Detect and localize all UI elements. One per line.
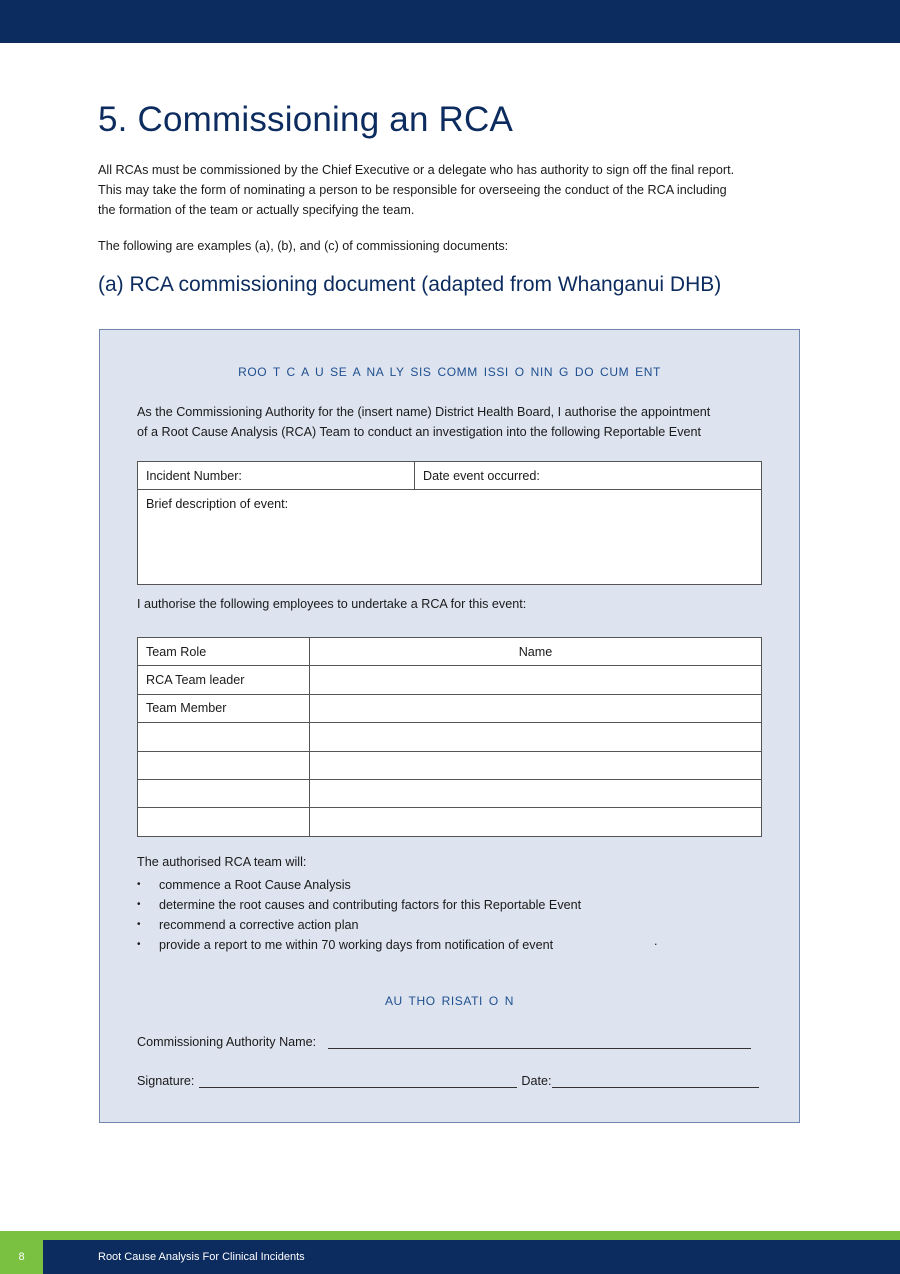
commissioning-name-line[interactable] [328, 1032, 751, 1049]
team-table [137, 637, 762, 837]
employees-text: I authorise the following employees to undertake a RCA for this event: [137, 597, 527, 611]
name-cell[interactable] [310, 808, 762, 836]
table-row [138, 694, 762, 722]
team-role-cell[interactable]: Team Member [138, 694, 310, 722]
table-row [138, 666, 762, 694]
footer-accent-bar [0, 1231, 900, 1240]
name-cell[interactable] [310, 779, 762, 807]
intro-paragraph [98, 160, 788, 220]
footer-bar [0, 1240, 900, 1274]
table-row [138, 751, 762, 779]
header-bar [0, 0, 900, 43]
name-cell[interactable] [310, 723, 762, 751]
footer-text: Root Cause Analysis For Clinical Incidents [98, 1251, 305, 1263]
team-role-cell[interactable] [138, 723, 310, 751]
list-item: • commence a Root Cause Analysis [137, 875, 581, 895]
authorisation-heading: AU THO RISATI O N [384, 994, 515, 1008]
date-label: Date: [521, 1074, 552, 1088]
trailing-dot: . [654, 934, 658, 948]
authority-line: of a Root Cause Analysis (RCA) Team to conduct an investigation into the following Reportable Event [137, 425, 701, 439]
signature-row [137, 1071, 759, 1088]
team-role-cell[interactable] [138, 779, 310, 807]
list-item: • determine the root causes and contributing factors for this Reportable Event [137, 895, 581, 915]
authority-statement [137, 402, 767, 442]
date-occurred-label: Date event occurred: [423, 468, 540, 483]
table-row [138, 808, 762, 836]
commissioning-name-label: Commissioning Authority Name: [137, 1035, 317, 1049]
incident-table [137, 461, 762, 585]
table-header-row [138, 638, 762, 666]
description-field[interactable] [138, 490, 762, 585]
table-row [138, 779, 762, 807]
section-title: (a) RCA commissioning document (adapted from Whanganui DHB) [98, 273, 722, 296]
responsibilities-list [137, 875, 581, 955]
page-number: 8 [0, 1240, 43, 1274]
incident-number-label: Incident Number: [146, 468, 242, 483]
form-heading: ROO T C A U SE A NA LY SIS COMM ISSI O NIN G DO CUM ENT [238, 365, 661, 379]
table-row [138, 723, 762, 751]
list-item: • provide a report to me within 70 working days from notification of event [137, 935, 581, 955]
name-cell[interactable] [310, 694, 762, 722]
name-cell[interactable] [310, 666, 762, 694]
examples-text: The following are examples (a), (b), and (c) of commissioning documents: [98, 239, 509, 253]
intro-line: This may take the form of nominating a person to be responsible for overseeing the conduct of the RCA including [98, 183, 727, 197]
name-cell[interactable] [310, 751, 762, 779]
list-item: • recommend a corrective action plan [137, 915, 581, 935]
incident-number-field[interactable] [138, 462, 415, 490]
name-header: Name [310, 638, 762, 666]
date-line[interactable] [552, 1071, 759, 1088]
date-occurred-field[interactable] [415, 462, 762, 490]
team-role-cell[interactable]: RCA Team leader [138, 666, 310, 694]
signature-label: Signature: [137, 1074, 195, 1088]
page-title: 5. Commissioning an RCA [98, 100, 514, 139]
intro-line: All RCAs must be commissioned by the Chief Executive or a delegate who has authority to sign off the final report. [98, 163, 735, 177]
intro-line: the formation of the team or actually specifying the team. [98, 203, 415, 217]
commissioning-name-row [137, 1032, 751, 1049]
team-role-header: Team Role [138, 638, 310, 666]
description-label: Brief description of event: [146, 497, 289, 511]
signature-line[interactable] [199, 1071, 517, 1088]
authority-line: As the Commissioning Authority for the (insert name) District Health Board, I authorise the appointment [137, 405, 711, 419]
commissioning-form [99, 329, 800, 1123]
team-role-cell[interactable] [138, 751, 310, 779]
team-role-cell[interactable] [138, 808, 310, 836]
team-will-text: The authorised RCA team will: [137, 855, 307, 869]
